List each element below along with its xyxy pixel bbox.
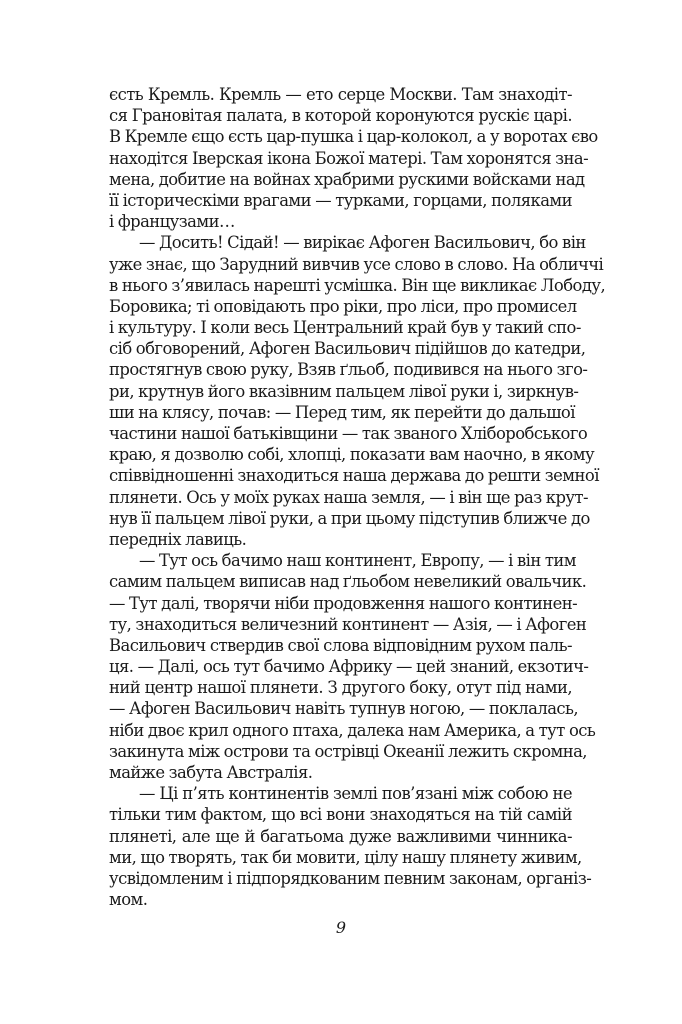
text-line: В Кремле єщо єсть цар-пушка і цар-колокол, а у воротах єво	[109, 127, 598, 147]
text-line: уже знає, що Зарудний вивчив усе слово в слово. На обличчі	[109, 254, 604, 274]
text-line: частини нашої батьківщини — так званого Хліборобського	[109, 424, 588, 443]
page-number: 9	[335, 918, 347, 937]
text-line: простягнув свою руку, Взяв ґльоб, подивився на нього зго-	[109, 360, 588, 380]
text-line: ту, знаходиться величезний континент — Азія, — і Афоген	[109, 614, 587, 634]
text-line: ся Грановітая палата, в которой коронуются рускіє царі.	[109, 106, 572, 126]
text-line: Васильович ствердив свої слова відповідним рухом паль-	[109, 635, 572, 655]
text-line: ний центр нашої плянети. З другого боку, отут під нами,	[109, 678, 572, 698]
text-line: ця. — Далі, ось тут бачимо Африку — цей знаний, екзотич-	[109, 657, 589, 677]
text-line: — Ці п’ять континентів землі пов’язані між собою не	[139, 784, 572, 804]
text-line: співвідношенні знаходиться наша держава до решти земної	[109, 466, 599, 486]
text-line: плянеті, але ще й багатьома дуже важливими чинника-	[109, 826, 572, 846]
text-line: майже забута Австралія.	[109, 763, 313, 782]
text-line: передніх лавиць.	[109, 529, 247, 549]
text-line: ніби двоє крил одного птаха, далека нам Америка, а тут ось	[109, 720, 596, 740]
text-line: мом.	[109, 890, 148, 910]
text-line: — Тут ось бачимо наш континент, Европу, — і він тим	[139, 551, 576, 571]
text-line: мена, добитие на войнах храбрими рускими войсками над	[109, 169, 585, 189]
paragraph	[109, 232, 606, 550]
paragraph	[109, 84, 598, 232]
text-line: — Досить! Сідай! — вирікає Афоген Васильович, бо він	[139, 233, 586, 253]
text-line: її історическіми врагами — турками, горцами, поляками	[109, 190, 572, 210]
text-line: — Тут далі, творячи ніби продовження нашого континен-	[109, 593, 578, 613]
text-line: находітся Іверская ікона Божої матері. Там хоронятся зна-	[109, 148, 589, 168]
paragraph	[109, 783, 592, 910]
text-line: ми, що творять, так би мовити, цілу нашу плянету живим,	[109, 847, 582, 867]
text-line: тільки тим фактом, що всі вони знаходяться на тій самій	[109, 805, 572, 825]
text-line: — Афоген Васильович навіть тупнув ногою, — поклалась,	[109, 699, 579, 719]
text-line: нув її пальцем лівої руки, а при цьому підступив ближче до	[109, 508, 590, 528]
text-line: усвідомленим і підпорядкованим певним законам, організ-	[109, 868, 592, 888]
text-line: плянети. Ось у моїх руках наша земля, — і він ще раз крут-	[109, 487, 589, 507]
paragraph	[109, 550, 596, 783]
text-line: самим пальцем виписав над ґльобом невеликий овальчик.	[109, 572, 587, 592]
text-line: єсть Кремль. Кремль — ето серце Москви. Там знаходіт-	[109, 85, 572, 104]
text-line: в нього з’явилась нарешті усмішка. Він ще викликає Лободу,	[109, 275, 606, 295]
text-line: ри, крутнув його вказівним пальцем лівої руки і, зиркнув-	[109, 381, 579, 401]
text-line: сіб обговорений, Афоген Васильович підійшов до катедри,	[109, 339, 586, 359]
text-line: Боровика; ті оповідають про ріки, про ліси, про промисел	[109, 296, 577, 316]
text-line: і культуру. І коли весь Центральний край був у такий спо-	[109, 318, 581, 338]
body-text	[109, 84, 606, 910]
text-line: і французами…	[109, 212, 235, 232]
text-line: закинута між острови та острівці Океанії лежить скромна,	[109, 741, 587, 761]
text-line: ши на клясу, почав: — Перед тим, як перейти до дальшої	[109, 402, 575, 422]
text-line: краю, я дозволю собі, хлопці, показати вам наочно, в якому	[109, 445, 595, 465]
